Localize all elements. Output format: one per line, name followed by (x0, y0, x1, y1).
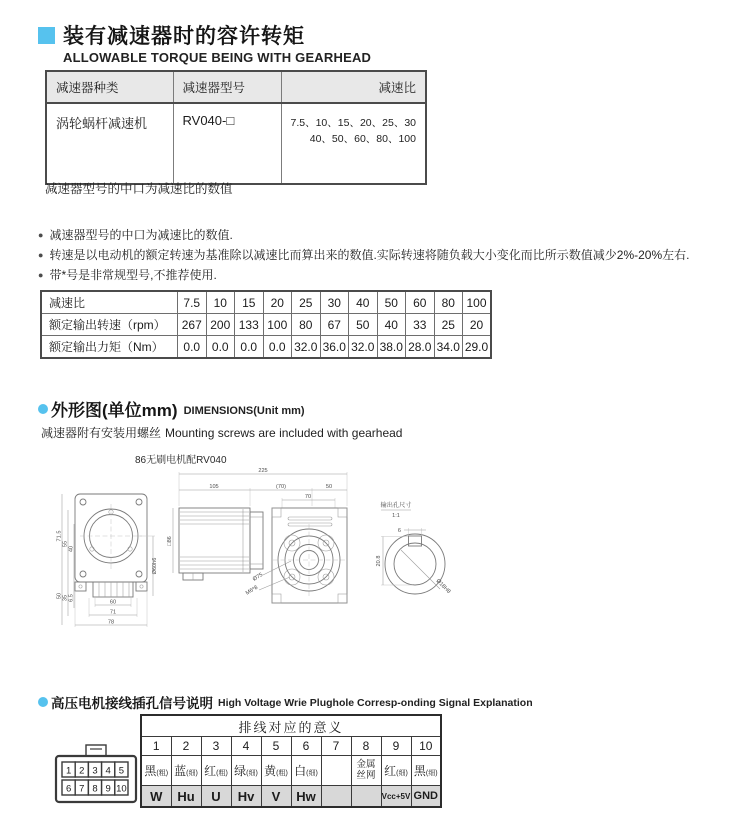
wiring-table (140, 714, 442, 808)
table-cell: 20 (263, 291, 292, 314)
table-cell: 白(细) (291, 756, 321, 786)
dim-label-height2: 55 (62, 540, 69, 548)
gearhead-table-note: 减速器型号的中口为减速比的数值 (45, 182, 233, 196)
detail-title: 输出孔尺寸 (380, 502, 412, 509)
row-header-torque: 额定输出力矩（Nm） (41, 336, 178, 359)
pin-number: 2 (79, 765, 85, 777)
table-cell: Hv (231, 786, 261, 808)
cell-gearhead-type: 涡轮蜗杆减速机 (46, 103, 173, 184)
wiring-color-row (141, 756, 441, 786)
page-header (38, 20, 371, 65)
ratio-speed-torque-table (40, 290, 492, 359)
table-cell: 15 (235, 291, 264, 314)
table-row (46, 103, 426, 184)
dim-label-height5: 35 (62, 594, 69, 602)
table-cell: 80 (292, 314, 321, 336)
table-row-ratio (41, 291, 491, 314)
table-cell: 2 (171, 737, 201, 756)
table-cell: 33 (406, 314, 435, 336)
table-cell: 38.0 (377, 336, 406, 359)
table-cell: 30 (320, 291, 349, 314)
dim-label-motor-sq: □86 (167, 536, 173, 546)
table-cell: 50 (377, 291, 406, 314)
gearhead-table (45, 70, 427, 185)
signal-section-header (38, 692, 533, 712)
table-cell (351, 786, 381, 808)
cell-gear-ratios (281, 103, 426, 184)
table-cell: 10 (411, 737, 441, 756)
table-cell: 金属丝网 (351, 756, 381, 786)
table-cell: 红(细) (381, 756, 411, 786)
dim-label-front-len: 50 (325, 484, 333, 490)
table-cell: 3 (201, 737, 231, 756)
header-gear-ratio: 减速比 (281, 71, 426, 103)
table-cell: 80 (434, 291, 463, 314)
cell-gearhead-model: RV040-□ (173, 103, 281, 184)
plug-connector-icon (50, 740, 142, 808)
dim-label-bolt-spec: M6*8 (244, 584, 260, 597)
pin-number: 8 (92, 783, 98, 795)
pin-number: 1 (65, 765, 72, 777)
table-row-torque (41, 336, 491, 359)
dim-label-mid-len: (70) (276, 484, 286, 490)
dim-label-bore-dia: Ø18H8 (434, 578, 452, 595)
table-cell: 267 (178, 314, 207, 336)
table-cell: 黑(细) (411, 756, 441, 786)
left-view (57, 494, 159, 627)
table-cell: 红(粗) (201, 756, 231, 786)
table-cell: 100 (463, 291, 492, 314)
page-title: 装有减速器时的容许转矩 (63, 25, 305, 48)
dim-label-height1: 71.5 (56, 530, 63, 542)
table-cell: 67 (320, 314, 349, 336)
pin-number: 9 (105, 783, 111, 795)
table-cell: 9 (381, 737, 411, 756)
table-cell: 32.0 (292, 336, 321, 359)
table-cell: 20 (463, 314, 492, 336)
wiring-signal-row (141, 786, 441, 808)
dim-label-flange-dia: Ø75 (251, 572, 265, 583)
detail-scale: 1:1 (392, 513, 400, 519)
blue-dot-icon (38, 404, 48, 414)
table-cell: 0.0 (235, 336, 264, 359)
table-cell: 25 (292, 291, 321, 314)
pin-number: 5 (118, 765, 125, 777)
dim-label-key-depth: 20.8 (376, 555, 382, 567)
row-header-speed: 额定输出转速（rpm） (41, 314, 178, 336)
dim-label-width2: 71 (109, 609, 117, 616)
dim-label-width3: 78 (107, 619, 115, 626)
notes-list (38, 227, 689, 288)
table-cell: U (201, 786, 231, 808)
table-header-row (46, 71, 426, 103)
table-cell: 1 (141, 737, 171, 756)
dimension-drawing (55, 448, 475, 653)
note-text: 带*号是非常规型号,不推荐使用. (49, 268, 217, 283)
dim-label-key-width: 6 (397, 528, 401, 534)
table-cell (321, 756, 351, 786)
table-cell: 黄(粗) (261, 756, 291, 786)
pin-number: 3 (92, 765, 98, 777)
dim-label-total: 225 (258, 468, 268, 474)
table-cell: 28.0 (406, 336, 435, 359)
wiring-table-title: 排线对应的意义 (141, 715, 441, 737)
table-cell: 29.0 (463, 336, 492, 359)
dimensions-section-header (38, 396, 402, 441)
pin-number: 4 (105, 765, 111, 777)
connector-pin-row-1 (62, 762, 128, 777)
table-cell: 34.0 (434, 336, 463, 359)
table-cell: 40 (349, 291, 378, 314)
ratios-line1: 7.5、10、15、20、25、30 (290, 117, 416, 129)
signal-title-en: High Voltage Wrie Plughole Corresp-onding Signal Explanation (218, 697, 533, 709)
table-cell: 绿(细) (231, 756, 261, 786)
table-cell: 4 (231, 737, 261, 756)
blue-dot-icon (38, 697, 48, 707)
table-row-speed (41, 314, 491, 336)
list-item (38, 247, 689, 263)
pin-number: 6 (65, 783, 72, 795)
drawing-caption: 86无刷电机配RV040 (135, 455, 227, 466)
list-item (38, 267, 689, 283)
dimensions-note: 减速器附有安装用螺丝 (41, 426, 162, 440)
dimensions-title: 外形图(单位mm) (51, 401, 178, 420)
dim-label-bolt-span: 70 (304, 494, 312, 500)
table-cell: 7.5 (178, 291, 207, 314)
dimensions-title-en: DIMENSIONS(Unit mm) (183, 404, 305, 417)
table-cell: 黑(粗) (141, 756, 171, 786)
side-view (167, 468, 347, 580)
page-subtitle: ALLOWABLE TORQUE BEING WITH GEARHEAD (63, 50, 372, 65)
output-bore-detail (376, 501, 451, 595)
dim-label-shaft-dia: Ø60h6 (152, 557, 158, 575)
table-cell: Hw (291, 786, 321, 808)
table-cell: 7 (321, 737, 351, 756)
note-text: 减速器型号的中口为减速比的数值. (49, 228, 233, 242)
wiring-title-row (141, 715, 441, 737)
table-cell: 0.0 (178, 336, 207, 359)
blue-square-marker-icon (38, 27, 55, 44)
row-header-ratio: 减速比 (41, 291, 178, 314)
table-cell: 5 (261, 737, 291, 756)
dim-label-width1: 60 (109, 599, 117, 606)
table-cell (321, 786, 351, 808)
header-gearhead-model: 减速器型号 (173, 71, 281, 103)
table-cell: GND (411, 786, 441, 808)
table-cell: 0.0 (263, 336, 292, 359)
table-cell: 36.0 (320, 336, 349, 359)
table-cell: 32.0 (349, 336, 378, 359)
table-cell: 0.0 (206, 336, 235, 359)
wiring-pin-row (141, 737, 441, 756)
table-cell: V (261, 786, 291, 808)
table-cell: 50 (349, 314, 378, 336)
table-cell: W (141, 786, 171, 808)
table-cell: 10 (206, 291, 235, 314)
table-cell: 60 (406, 291, 435, 314)
dim-label-height3: 40 (68, 545, 75, 553)
dim-label-height4: 50 (56, 592, 63, 600)
table-cell: Vcc+5V (381, 786, 411, 808)
table-cell: 8 (351, 737, 381, 756)
table-cell: 100 (263, 314, 292, 336)
list-item (38, 227, 689, 243)
dim-label-motor-len: 105 (209, 484, 219, 490)
table-cell: 25 (434, 314, 463, 336)
connector-pin-row-2 (62, 780, 128, 795)
table-cell: Hu (171, 786, 201, 808)
pin-number: 7 (79, 783, 85, 795)
header-gearhead-type: 减速器种类 (46, 71, 173, 103)
table-cell: 200 (206, 314, 235, 336)
front-view (245, 508, 347, 603)
signal-title: 高压电机接线插孔信号说明 (51, 696, 213, 711)
note-text: 转速是以电动机的额定转速为基准除以减速比而算出来的数值.实际转速将随负载大小变化而比所示数值减少2%-20%左右. (49, 248, 690, 263)
pin-number: 10 (116, 783, 127, 795)
table-cell: 蓝(细) (171, 756, 201, 786)
dim-label-height6: 6.5 (68, 594, 75, 602)
dimensions-note-en: Mounting screws are included with gearhead (165, 426, 403, 440)
ratios-line2: 40、50、60、80、100 (309, 133, 416, 146)
table-cell: 40 (377, 314, 406, 336)
table-cell: 6 (291, 737, 321, 756)
table-cell: 133 (235, 314, 264, 336)
